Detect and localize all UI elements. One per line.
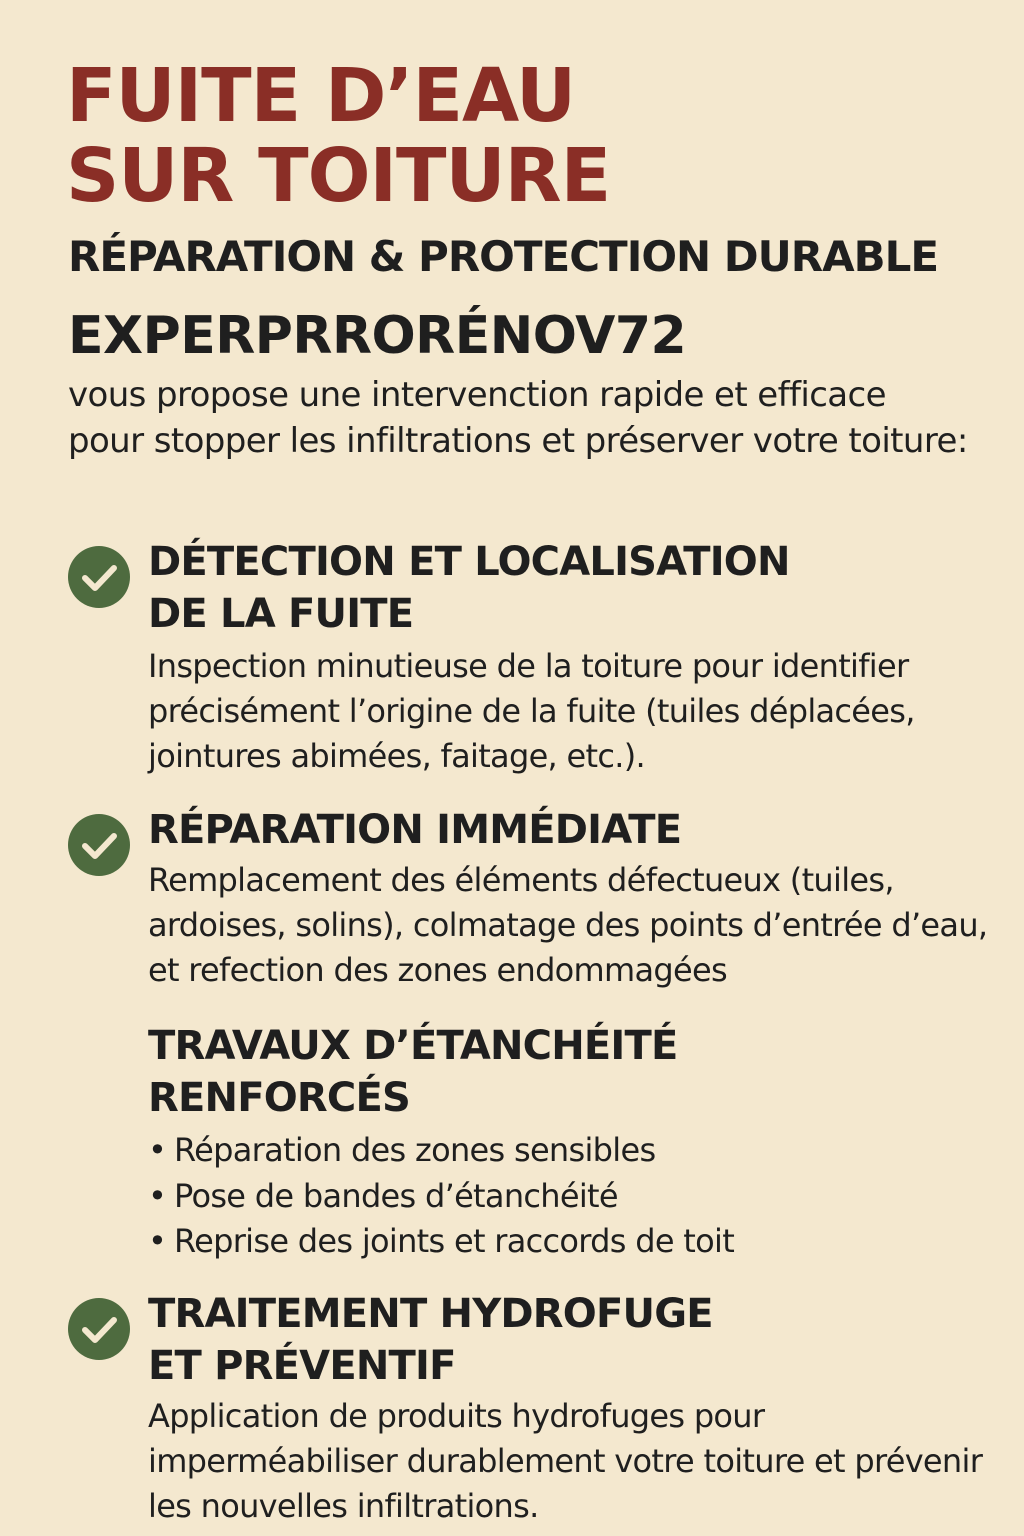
section-title — [148, 1020, 678, 1124]
section-title — [148, 1288, 713, 1392]
check-circle-icon — [68, 1298, 130, 1360]
section-title-line-1: DÉTECTION ET LOCALISATION — [148, 539, 790, 585]
section-title — [148, 804, 681, 856]
bullet-item: • Réparation des zones sensibles — [148, 1128, 734, 1174]
bullet-list — [148, 1128, 734, 1265]
section-title-line-1: RÉPARATION IMMÉDIATE — [148, 807, 682, 853]
check-circle-icon — [68, 814, 130, 876]
main-title-line-2: SUR TOITURE — [66, 133, 611, 219]
check-circle-icon — [68, 546, 130, 608]
section-title-line-2: ET PRÉVENTIF — [148, 1343, 456, 1389]
section-title-line-1: TRAITEMENT HYDROFUGE — [148, 1291, 713, 1337]
main-title — [66, 53, 611, 219]
section-title-line-2: RENFORCÉS — [148, 1075, 411, 1121]
section-text: Inspection minutieuse de la toiture pour identifier précisément l’origine de la fuite (tuiles déplacées, jointures abimées, faitage, etc.). — [148, 647, 915, 775]
intro-text: vous propose une intervenction rapide et efficace pour stopper les infiltrations et préserver votre toiture: — [68, 375, 968, 461]
section-text: Application de produits hydrofuges pour imperméabiliser durablement votre toiture et prévenir les nouvelles infiltrations. — [148, 1397, 983, 1525]
bullet-item: • Reprise des joints et raccords de toit — [148, 1219, 734, 1265]
section-title-line-2: DE LA FUITE — [148, 591, 414, 637]
company-name: EXPERPRRORÉNOV72 — [68, 306, 687, 366]
subtitle: RÉPARATION & PROTECTION DURABLE — [68, 232, 939, 281]
section-title-line-1: TRAVAUX D’ÉTANCHÉITÉ — [148, 1023, 678, 1069]
main-title-line-1: FUITE D’EAU — [66, 53, 576, 139]
section-text: Remplacement des éléments défectueux (tuiles, ardoises, solins), colmatage des points d’entrée d’eau, et refection des zones endommagées — [148, 861, 988, 989]
bullet-item: • Pose de bandes d’étanchéité — [148, 1174, 734, 1220]
section-title — [148, 536, 790, 640]
